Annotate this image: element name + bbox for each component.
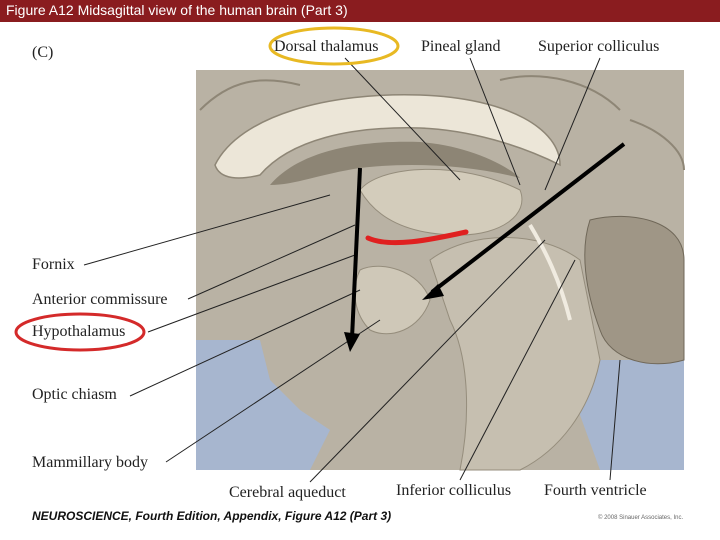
label-fourth-ventricle: Fourth ventricle <box>544 482 647 499</box>
label-dorsal-thalamus: Dorsal thalamus <box>274 38 379 55</box>
label-inferior-colliculus: Inferior colliculus <box>396 482 512 499</box>
label-mammillary-body: Mammillary body <box>32 454 148 471</box>
slide-title: Figure A12 Midsagittal view of the human brain (Part 3) <box>6 2 348 18</box>
label-pineal-gland: Pineal gland <box>421 38 501 55</box>
title-bar <box>0 0 720 22</box>
label-optic-chiasm: Optic chiasm <box>32 386 117 403</box>
label-fornix: Fornix <box>32 256 75 273</box>
panel-letter: (C) <box>32 44 54 61</box>
label-cerebral-aqueduct: Cerebral aqueduct <box>229 484 346 501</box>
label-superior-colliculus: Superior colliculus <box>538 38 660 55</box>
footer-source-title: NEUROSCIENCE, Fourth Edition, Appendix, Figure A12 (Part 3) <box>32 509 392 523</box>
copyright-notice: © 2008 Sinauer Associates, Inc. <box>598 515 684 521</box>
label-hypothalamus: Hypothalamus <box>32 323 126 340</box>
label-anterior-commissure: Anterior commissure <box>32 291 168 308</box>
